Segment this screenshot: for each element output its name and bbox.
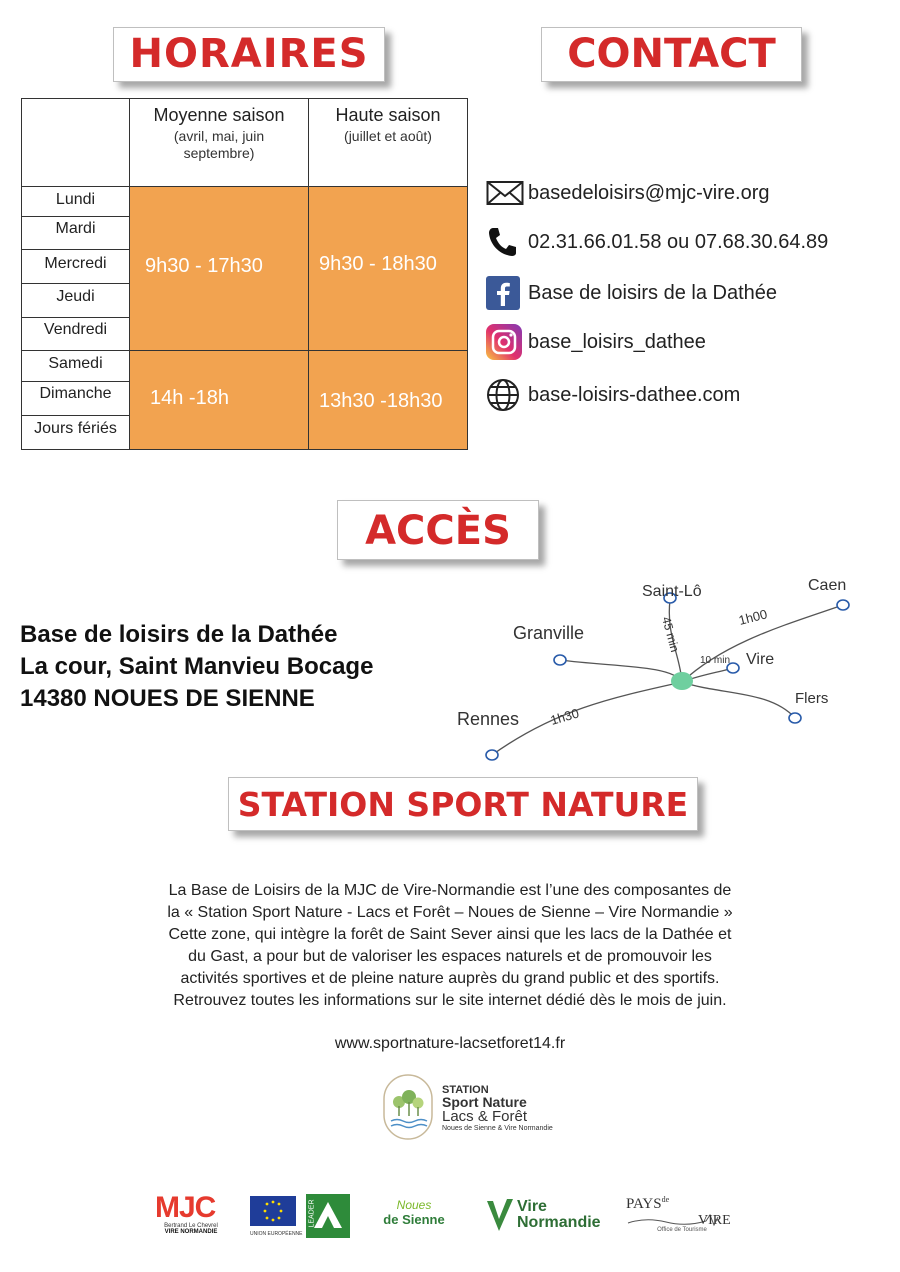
para-line-6: Retrouvez toutes les informations sur le site internet dédié dès le mois de juin. bbox=[173, 992, 727, 1009]
node-granville bbox=[554, 655, 566, 665]
weekend-hours-moyenne: 14h -18h bbox=[150, 387, 229, 409]
road-flers bbox=[682, 682, 795, 718]
acces-title: ACCÈS bbox=[337, 500, 539, 560]
schedule-table bbox=[21, 98, 468, 450]
city-rennes: Rennes bbox=[457, 709, 520, 729]
day-lundi: Lundi bbox=[55, 191, 96, 208]
pays-line-2: VIRE bbox=[698, 1213, 731, 1228]
duration-caen: 1h00 bbox=[737, 606, 769, 628]
node-center bbox=[671, 672, 693, 690]
leader-logo bbox=[306, 1194, 350, 1243]
contact-phone[interactable]: 02.31.66.01.58 ou 07.68.30.64.89 bbox=[528, 230, 829, 253]
eu-logo bbox=[250, 1196, 303, 1237]
city-flers: Flers bbox=[795, 690, 829, 707]
vire-line-2: Normandie bbox=[517, 1214, 601, 1231]
instagram-icon bbox=[486, 326, 524, 358]
pays-de: de bbox=[661, 1195, 670, 1204]
day-jeudi: Jeudi bbox=[56, 288, 95, 305]
station-logo-line-1: STATION bbox=[442, 1084, 489, 1096]
contact-facebook[interactable]: Base de loisirs de la Dathée bbox=[528, 281, 778, 304]
para-line-5: activités sportives et de pleine nature auprès du grand public et des sportifs. bbox=[180, 970, 720, 987]
pays-line-1: PAYS bbox=[626, 1196, 662, 1212]
day-samedi: Samedi bbox=[48, 355, 103, 372]
city-vire: Vire bbox=[746, 651, 775, 668]
para-line-1: La Base de Loisirs de la MJC de Vire-Normandie est l’une des composantes de bbox=[168, 882, 732, 899]
noues-line-2: de Sienne bbox=[383, 1212, 445, 1227]
road-rennes bbox=[492, 682, 682, 755]
node-rennes bbox=[486, 750, 498, 760]
vire-normandie-logo bbox=[485, 1195, 601, 1235]
contact-instagram[interactable]: base_loisirs_dathee bbox=[528, 330, 706, 353]
address-line-1: Base de loisirs de la Dathée bbox=[20, 621, 338, 648]
mjc-sub-1: Bertrand Le Chevrel bbox=[164, 1223, 218, 1229]
horaires-title: HORAIRES bbox=[113, 27, 385, 82]
contact-instagram-row[interactable] bbox=[486, 326, 706, 358]
contact-website-row[interactable] bbox=[486, 379, 740, 411]
column-header-moyenne: Moyenne saison bbox=[153, 105, 285, 125]
contact-email-row[interactable] bbox=[486, 177, 769, 209]
day-mardi: Mardi bbox=[55, 220, 96, 237]
station-title: STATION SPORT NATURE bbox=[228, 777, 698, 831]
column-header-haute: Haute saison bbox=[335, 105, 441, 125]
day-jours-feries: Jours fériés bbox=[34, 420, 117, 437]
mjc-sub-2: VIRE NORMANDIE bbox=[164, 1229, 218, 1235]
station-paragraph bbox=[90, 880, 810, 1012]
city-saint-lo: Saint-Lô bbox=[642, 583, 702, 600]
para-line-2: la « Station Sport Nature - Lacs et Forêt – Noues de Sienne – Vire Normandie » bbox=[167, 904, 733, 921]
duration-rennes: 1h30 bbox=[548, 705, 581, 728]
duration-vire: 10 min bbox=[700, 655, 731, 666]
noues-de-sienne-logo bbox=[376, 1198, 452, 1227]
duration-saint-lo: 45 min bbox=[659, 615, 682, 654]
station-logo-line-2: Sport Nature bbox=[442, 1094, 527, 1110]
vire-line-1: Vire bbox=[517, 1198, 547, 1215]
station-logo-icon bbox=[383, 1074, 433, 1140]
contact-phone-row[interactable] bbox=[486, 226, 828, 258]
address-line-3: 14380 NOUES DE SIENNE bbox=[20, 685, 315, 712]
station-logo-line-3: Lacs & Forêt bbox=[442, 1108, 528, 1125]
contact-facebook-row[interactable] bbox=[486, 277, 777, 309]
column-detail-haute-1: (juillet et août) bbox=[344, 128, 432, 144]
weekday-hours-haute: 9h30 - 18h30 bbox=[319, 253, 437, 275]
eu-caption: UNION EUROPÉENNE bbox=[250, 1231, 303, 1237]
envelope-icon bbox=[486, 177, 524, 209]
day-dimanche: Dimanche bbox=[39, 385, 112, 402]
contact-website[interactable]: base-loisirs-dathee.com bbox=[528, 383, 741, 406]
mjc-logo-text: MJC bbox=[155, 1191, 216, 1224]
node-flers bbox=[789, 713, 801, 723]
column-detail-moyenne-1: (avril, mai, juin bbox=[173, 128, 265, 144]
weekday-hours-moyenne: 9h30 - 17h30 bbox=[145, 255, 263, 277]
contact-email[interactable]: basedeloisirs@mjc-vire.org bbox=[528, 181, 770, 204]
contact-title: CONTACT bbox=[541, 27, 802, 82]
station-logo-line-4: Noues de Sienne & Vire Normandie bbox=[442, 1125, 553, 1132]
leader-text: LEADER bbox=[308, 1199, 316, 1228]
para-line-4: du Gast, a pour but de valoriser les espaces naturels et de promouvoir les bbox=[188, 948, 712, 965]
city-granville: Granville bbox=[513, 623, 585, 643]
access-map bbox=[440, 570, 880, 780]
para-line-3: Cette zone, qui intègre la forêt de Saint Sever ainsi que les lacs de la Dathée et bbox=[168, 926, 732, 943]
noues-line-1: Noues bbox=[396, 1198, 432, 1212]
column-detail-moyenne-2: septembre) bbox=[183, 145, 255, 161]
city-caen: Caen bbox=[808, 577, 847, 594]
pays-line-3: Office de Tourisme bbox=[657, 1227, 707, 1233]
phone-icon bbox=[486, 226, 524, 258]
day-mercredi: Mercredi bbox=[44, 255, 107, 272]
mjc-logo bbox=[155, 1193, 227, 1235]
pays-de-vire-logo bbox=[626, 1195, 738, 1233]
address-line-2: La cour, Saint Manvieu Bocage bbox=[20, 653, 374, 680]
weekend-hours-haute: 13h30 -18h30 bbox=[319, 390, 443, 412]
station-url[interactable]: www.sportnature-lacsetforet14.fr bbox=[334, 1035, 566, 1052]
node-caen bbox=[837, 600, 849, 610]
address-block bbox=[20, 619, 373, 715]
road-granville bbox=[560, 660, 682, 682]
facebook-icon bbox=[486, 277, 524, 309]
day-vendredi: Vendredi bbox=[43, 321, 108, 338]
globe-icon bbox=[486, 379, 524, 411]
